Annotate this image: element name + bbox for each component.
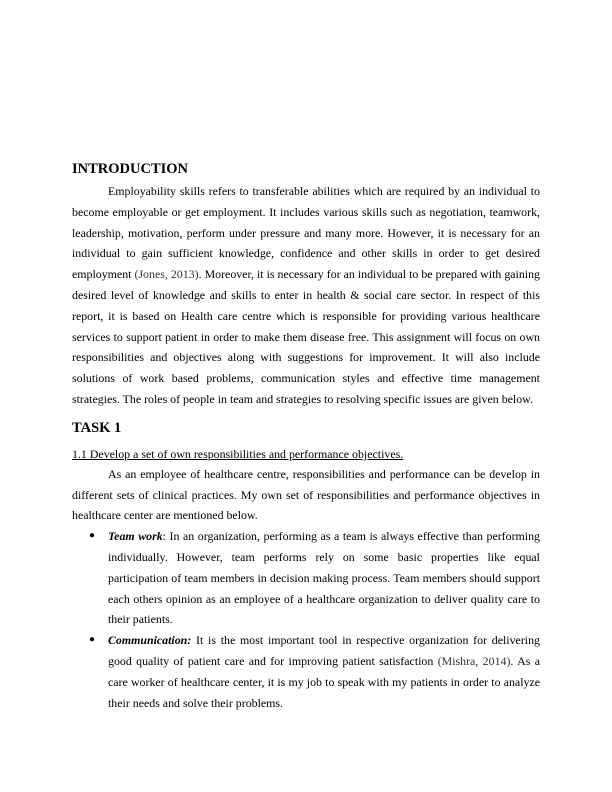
- bullet-term: Communication:: [108, 633, 192, 648]
- task1-heading: TASK 1: [72, 419, 122, 436]
- bullet-separator: :: [162, 529, 166, 544]
- responsibilities-list: [72, 526, 540, 713]
- bullet-icon: ●: [89, 634, 96, 646]
- bullet-text: It is the most important tool in respective organization for delivering good quality of patient care and for improving patient satisfaction: [108, 633, 540, 668]
- section-spacer: [72, 410, 540, 418]
- list-item-team-work: [72, 526, 540, 630]
- bullet-term: Team work: [108, 529, 163, 544]
- intro-text-part1: Employability skills refers to transferable abilities which are required by an individual to become employable or get employment. It includes various skills such as negotiation, teamwork, leadership, motivation, perform under pressure and many more. However, it is necessary for an individual to gain sufficient knowledge, confidence and other skills in order to get desired employment: [72, 184, 540, 282]
- bullet-citation: (Mishra, 2014): [437, 653, 511, 668]
- intro-citation: (Jones, 2013): [134, 267, 199, 282]
- intro-text-part2: . Moreover, it is necessary for an individual to be prepared with gaining desired level of knowledge and skills to enter in health & social care sector. In respect of this report, it is based on Health care centre which is responsible for providing various healthcare services to support patient in order to make them disease free. This assignment will focus on own responsibilities and objectives along with suggestions for improvement. It will also include solutions of work based problems, communication styles and effective time management strategies. The roles of people in team and strategies to resolving specific issues are given below.: [72, 267, 540, 406]
- introduction-heading: INTRODUCTION: [72, 161, 189, 177]
- bullet-text: In an organization, performing as a team is always effective than performing individually. However, team performs rely on some basic properties like equal participation of team members in decision making process. Team members should support each others opinion as an employee of a healthcare organization to deliver quality care to their patients.: [108, 529, 540, 627]
- task1-paragraph: As an employee of healthcare centre, responsibilities and performance can be develop in different sets of clinical practices. My own set of responsibilities and performance objectives in healthcare center are mentioned below.: [72, 466, 540, 523]
- list-item-communication: [72, 630, 540, 713]
- bullet-text-after: . As a care worker of healthcare center, it is my job to speak with my patients in order to analyze their needs and solve their problems.: [108, 653, 540, 710]
- introduction-paragraph: [72, 181, 540, 410]
- task1-subheading: 1.1 Develop a set of own responsibilities and performance objectives.: [72, 446, 404, 461]
- bullet-icon: ●: [89, 530, 96, 542]
- document-page: [72, 160, 540, 713]
